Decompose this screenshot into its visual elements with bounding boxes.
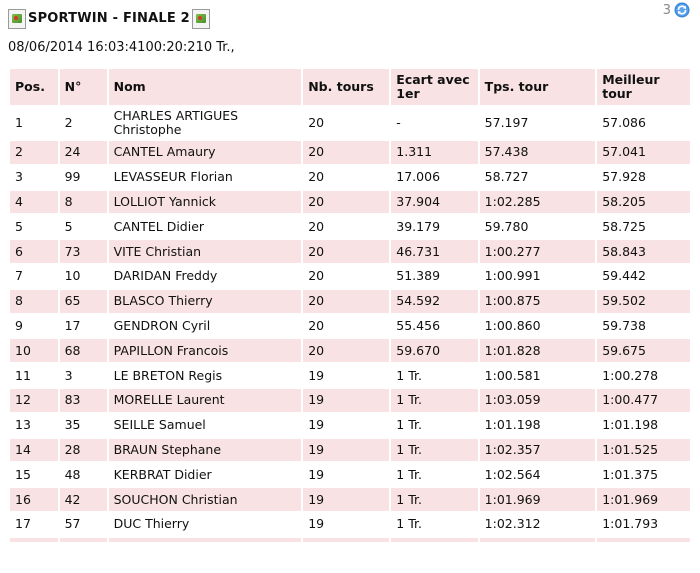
column-header-lap-time: Tps. tour [480, 69, 596, 105]
cell-best-lap: 59.442 [602, 268, 646, 284]
cell-empty [597, 538, 690, 542]
table-row [10, 166, 690, 189]
cell-best-lap: 1:01.793 [602, 516, 659, 532]
cell-number: 2 [64, 115, 73, 130]
cell-gap: 1.311 [391, 141, 477, 164]
cell-laps: 19 [308, 367, 325, 383]
column-header-gap: Ecart avec 1er [391, 69, 477, 105]
cell-best-lap: 57.041 [597, 141, 690, 164]
broken-image-icon [8, 9, 26, 29]
cell-empty [60, 538, 107, 542]
table-row [10, 290, 690, 313]
cell-name: LEVASSEUR Florian [113, 169, 233, 185]
table-row [10, 215, 690, 238]
cell-best-lap: 58.205 [597, 191, 690, 214]
cell-number: 5 [64, 218, 73, 234]
cell-best-lap: 57.086 [602, 115, 646, 130]
cell-gap: - [396, 115, 401, 130]
cell-name: DARIDAN Freddy [113, 268, 218, 284]
page-number: 3 [662, 2, 671, 18]
cell-lap-time: 1:00.277 [480, 240, 596, 263]
table-row-partial [10, 538, 690, 542]
cell-name: DUC Thierry [113, 516, 190, 532]
cell-gap: 39.179 [396, 218, 441, 234]
cell-laps: 19 [303, 488, 389, 511]
cell-position: 13 [15, 417, 31, 433]
cell-position: 3 [15, 169, 23, 185]
cell-laps: 19 [308, 417, 325, 433]
cell-laps: 20 [303, 191, 389, 214]
cell-gap: 46.731 [391, 240, 477, 263]
refresh-icon[interactable] [674, 2, 690, 18]
cell-laps: 20 [303, 339, 389, 362]
table-row [10, 141, 690, 164]
cell-name: SEILLE Samuel [113, 417, 206, 433]
cell-lap-time: 1:02.357 [480, 439, 596, 462]
cell-best-lap: 1:01.525 [597, 439, 690, 462]
page-indicator[interactable] [663, 2, 690, 18]
cell-number: 28 [60, 439, 107, 462]
cell-empty [391, 538, 477, 542]
page-header [8, 6, 210, 30]
cell-name: CANTEL Amaury [109, 141, 302, 164]
table-row [10, 339, 690, 362]
cell-number: 8 [60, 191, 107, 214]
cell-lap-time: 57.197 [484, 115, 529, 130]
cell-gap: 55.456 [396, 317, 441, 333]
cell-gap: 37.904 [391, 191, 477, 214]
cell-name: MORELLE Laurent [109, 389, 302, 412]
cell-name: SOUCHON Christian [109, 488, 302, 511]
table-header-row [10, 69, 690, 105]
table-row [10, 364, 690, 387]
cell-lap-time: 57.438 [480, 141, 596, 164]
cell-gap: 1 Tr. [391, 389, 477, 412]
cell-gap: 1 Tr. [391, 488, 477, 511]
cell-name: LOLLIOT Yannick [109, 191, 302, 214]
cell-name: BLASCO Thierry [109, 290, 302, 313]
cell-laps: 20 [308, 115, 325, 130]
cell-name: LE BRETON Regis [113, 367, 223, 383]
cell-lap-time: 1:00.581 [484, 367, 541, 383]
cell-laps: 20 [308, 218, 325, 234]
cell-empty [303, 538, 389, 542]
cell-best-lap: 59.738 [602, 317, 646, 333]
cell-lap-time: 1:02.564 [484, 466, 541, 482]
cell-position: 1 [15, 115, 23, 130]
cell-best-lap: 58.725 [602, 218, 646, 234]
cell-lap-time: 58.727 [484, 169, 529, 185]
cell-name: KERBRAT Didier [113, 466, 212, 482]
results-body [10, 107, 690, 542]
cell-name: PAPILLON Francois [109, 339, 302, 362]
cell-number: 10 [64, 268, 81, 284]
table-row [10, 107, 690, 139]
cell-lap-time: 1:03.059 [480, 389, 596, 412]
page-title: SPORTWIN - FINALE 2 [28, 10, 190, 26]
cell-number: 17 [64, 317, 81, 333]
timestamp: 08/06/2014 16:03:4100:20:210 Tr., [8, 40, 235, 55]
cell-best-lap: 1:01.198 [602, 417, 659, 433]
cell-position: 7 [15, 268, 23, 284]
cell-name: GENDRON Cyril [113, 317, 211, 333]
cell-position: 2 [10, 141, 58, 164]
cell-empty [480, 538, 596, 542]
cell-gap: 17.006 [396, 169, 441, 185]
results-table [8, 67, 692, 544]
cell-gap: 51.389 [396, 268, 441, 284]
cell-number: 3 [64, 367, 73, 383]
cell-best-lap: 59.502 [597, 290, 690, 313]
column-header-number: N° [60, 69, 107, 105]
cell-number: 65 [60, 290, 107, 313]
cell-laps: 19 [303, 439, 389, 462]
table-row [10, 488, 690, 511]
cell-name: BRAUN Stephane [109, 439, 302, 462]
cell-lap-time: 1:00.875 [480, 290, 596, 313]
cell-lap-time: 1:00.991 [484, 268, 541, 284]
cell-lap-time: 1:00.860 [484, 317, 541, 333]
cell-laps: 20 [303, 240, 389, 263]
table-row [10, 389, 690, 412]
table-row [10, 191, 690, 214]
cell-laps: 20 [303, 290, 389, 313]
cell-laps: 19 [308, 466, 325, 482]
cell-best-lap: 59.675 [597, 339, 690, 362]
cell-position: 11 [15, 367, 31, 383]
cell-position: 14 [10, 439, 58, 462]
cell-position: 8 [10, 290, 58, 313]
table-row [10, 463, 690, 486]
table-row [10, 513, 690, 536]
cell-position: 17 [15, 516, 31, 532]
cell-laps: 20 [303, 141, 389, 164]
cell-lap-time: 1:01.198 [484, 417, 541, 433]
cell-gap: 59.670 [391, 339, 477, 362]
cell-number: 99 [64, 169, 81, 185]
cell-gap: 1 Tr. [396, 367, 422, 383]
cell-position: 6 [10, 240, 58, 263]
cell-laps: 19 [308, 516, 325, 532]
cell-gap: 1 Tr. [396, 466, 422, 482]
cell-position: 4 [10, 191, 58, 214]
cell-name: CANTEL Didier [113, 218, 205, 234]
cell-best-lap: 58.843 [597, 240, 690, 263]
cell-position: 16 [10, 488, 58, 511]
table-row [10, 265, 690, 288]
cell-position: 10 [10, 339, 58, 362]
cell-laps: 20 [308, 268, 325, 284]
cell-gap: 1 Tr. [396, 417, 422, 433]
cell-position: 9 [15, 317, 23, 333]
cell-position: 12 [10, 389, 58, 412]
cell-best-lap: 1:00.477 [597, 389, 690, 412]
cell-position: 15 [15, 466, 31, 482]
cell-lap-time: 1:02.285 [480, 191, 596, 214]
table-row [10, 315, 690, 338]
cell-name: CHARLES ARTIGUES Christophe [113, 108, 239, 137]
cell-number: 35 [64, 417, 81, 433]
cell-number: 68 [60, 339, 107, 362]
column-header-best-lap: Meilleur tour [597, 69, 690, 105]
cell-number: 42 [60, 488, 107, 511]
table-row [10, 240, 690, 263]
cell-gap: 54.592 [391, 290, 477, 313]
cell-gap: 1 Tr. [396, 516, 422, 532]
table-row [10, 414, 690, 437]
cell-laps: 20 [308, 169, 325, 185]
cell-empty [10, 538, 58, 542]
cell-best-lap: 1:01.375 [602, 466, 659, 482]
cell-lap-time: 1:01.828 [480, 339, 596, 362]
cell-number: 83 [60, 389, 107, 412]
cell-name: VITE Christian [109, 240, 302, 263]
cell-number: 48 [64, 466, 81, 482]
cell-gap: 1 Tr. [391, 439, 477, 462]
cell-laps: 19 [303, 389, 389, 412]
table-row [10, 439, 690, 462]
cell-number: 57 [64, 516, 81, 532]
cell-empty [109, 538, 302, 542]
column-header-name: Nom [109, 69, 302, 105]
column-header-position: Pos. [10, 69, 58, 105]
cell-lap-time: 1:01.969 [480, 488, 596, 511]
cell-lap-time: 59.780 [484, 218, 529, 234]
cell-number: 73 [60, 240, 107, 263]
cell-best-lap: 57.928 [602, 169, 646, 185]
cell-position: 5 [15, 218, 23, 234]
cell-laps: 20 [308, 317, 325, 333]
broken-image-icon [192, 9, 210, 29]
cell-number: 24 [60, 141, 107, 164]
cell-best-lap: 1:00.278 [602, 367, 659, 383]
cell-lap-time: 1:02.312 [484, 516, 541, 532]
column-header-laps: Nb. tours [303, 69, 389, 105]
cell-best-lap: 1:01.969 [597, 488, 690, 511]
